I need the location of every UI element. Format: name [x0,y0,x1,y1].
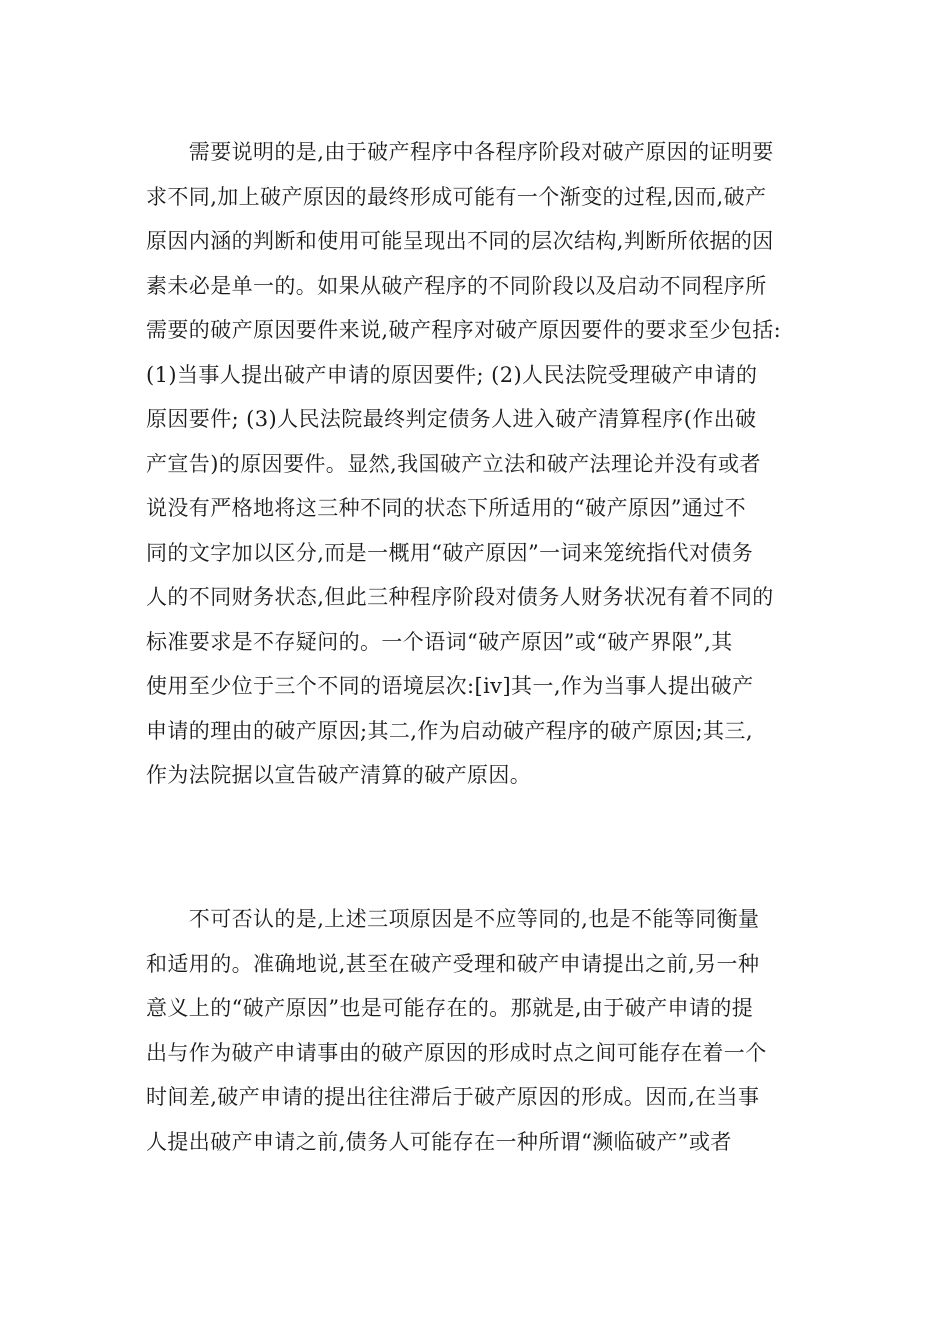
paragraph-2 [146,897,806,1164]
text-line: 和适用的。准确地说,甚至在破产受理和破产申请提出之前,另一种 [146,951,760,976]
paragraph-1 [146,130,806,798]
text-line: 申请的理由的破产原因;其二,作为启动破产程序的破产原因;其三, [146,718,753,743]
text-line: 人提出破产申请之前,债务人可能存在一种所谓“濒临破产”或者 [146,1129,732,1154]
text-line: 产宣告)的原因要件。显然,我国破产立法和破产法理论并没有或者 [146,451,761,476]
text-line: 需要的破产原因要件来说,破产程序对破产原因要件的要求至少包括: [146,318,782,342]
text-line: 原因要件; (3)人民法院最终判定债务人进入破产清算程序(作出破 [146,407,757,431]
text-line: 意义上的“破产原因”也是可能存在的。那就是,由于破产申请的提 [146,996,754,1020]
text-line: 作为法院据以宣告破产清算的破产原因。 [146,763,532,787]
text-line: 人的不同财务状态,但此三种程序阶段对债务人财务状况有着不同的 [146,585,774,609]
text-line: (1)当事人提出破产申请的原因要件; (2)人民法院受理破产申请的 [146,362,758,387]
text-line: 同的文字加以区分,而是一概用“破产原因”一词来笼统指代对债务 [146,540,754,565]
text-line: 时间差,破产申请的提出往往滞后于破产原因的形成。因而,在当事 [146,1085,760,1109]
text-line: 原因内涵的判断和使用可能呈现出不同的层次结构,判断所依据的因 [146,229,774,253]
text-line: 出与作为破产申请事由的破产原因的形成时点之间可能存在着一个 [146,1040,767,1065]
text-line: 标准要求是不存疑问的。一个语词“破产原因”或“破产界限”,其 [146,629,733,654]
text-line: 不可否认的是,上述三项原因是不应等同的,也是不能等同衡量 [146,907,760,931]
text-line: 需要说明的是,由于破产程序中各程序阶段对破产原因的证明要 [146,140,774,164]
text-line: 求不同,加上破产原因的最终形成可能有一个渐变的过程,因而,破产 [146,184,767,209]
text-line: 素未必是单一的。如果从破产程序的不同阶段以及启动不同程序所 [146,273,767,298]
text-line: 使用至少位于三个不同的语境层次:[iv]其一,作为当事人提出破产 [146,674,754,698]
text-line: 说没有严格地将这三种不同的状态下所适用的“破产原因”通过不 [146,496,747,520]
